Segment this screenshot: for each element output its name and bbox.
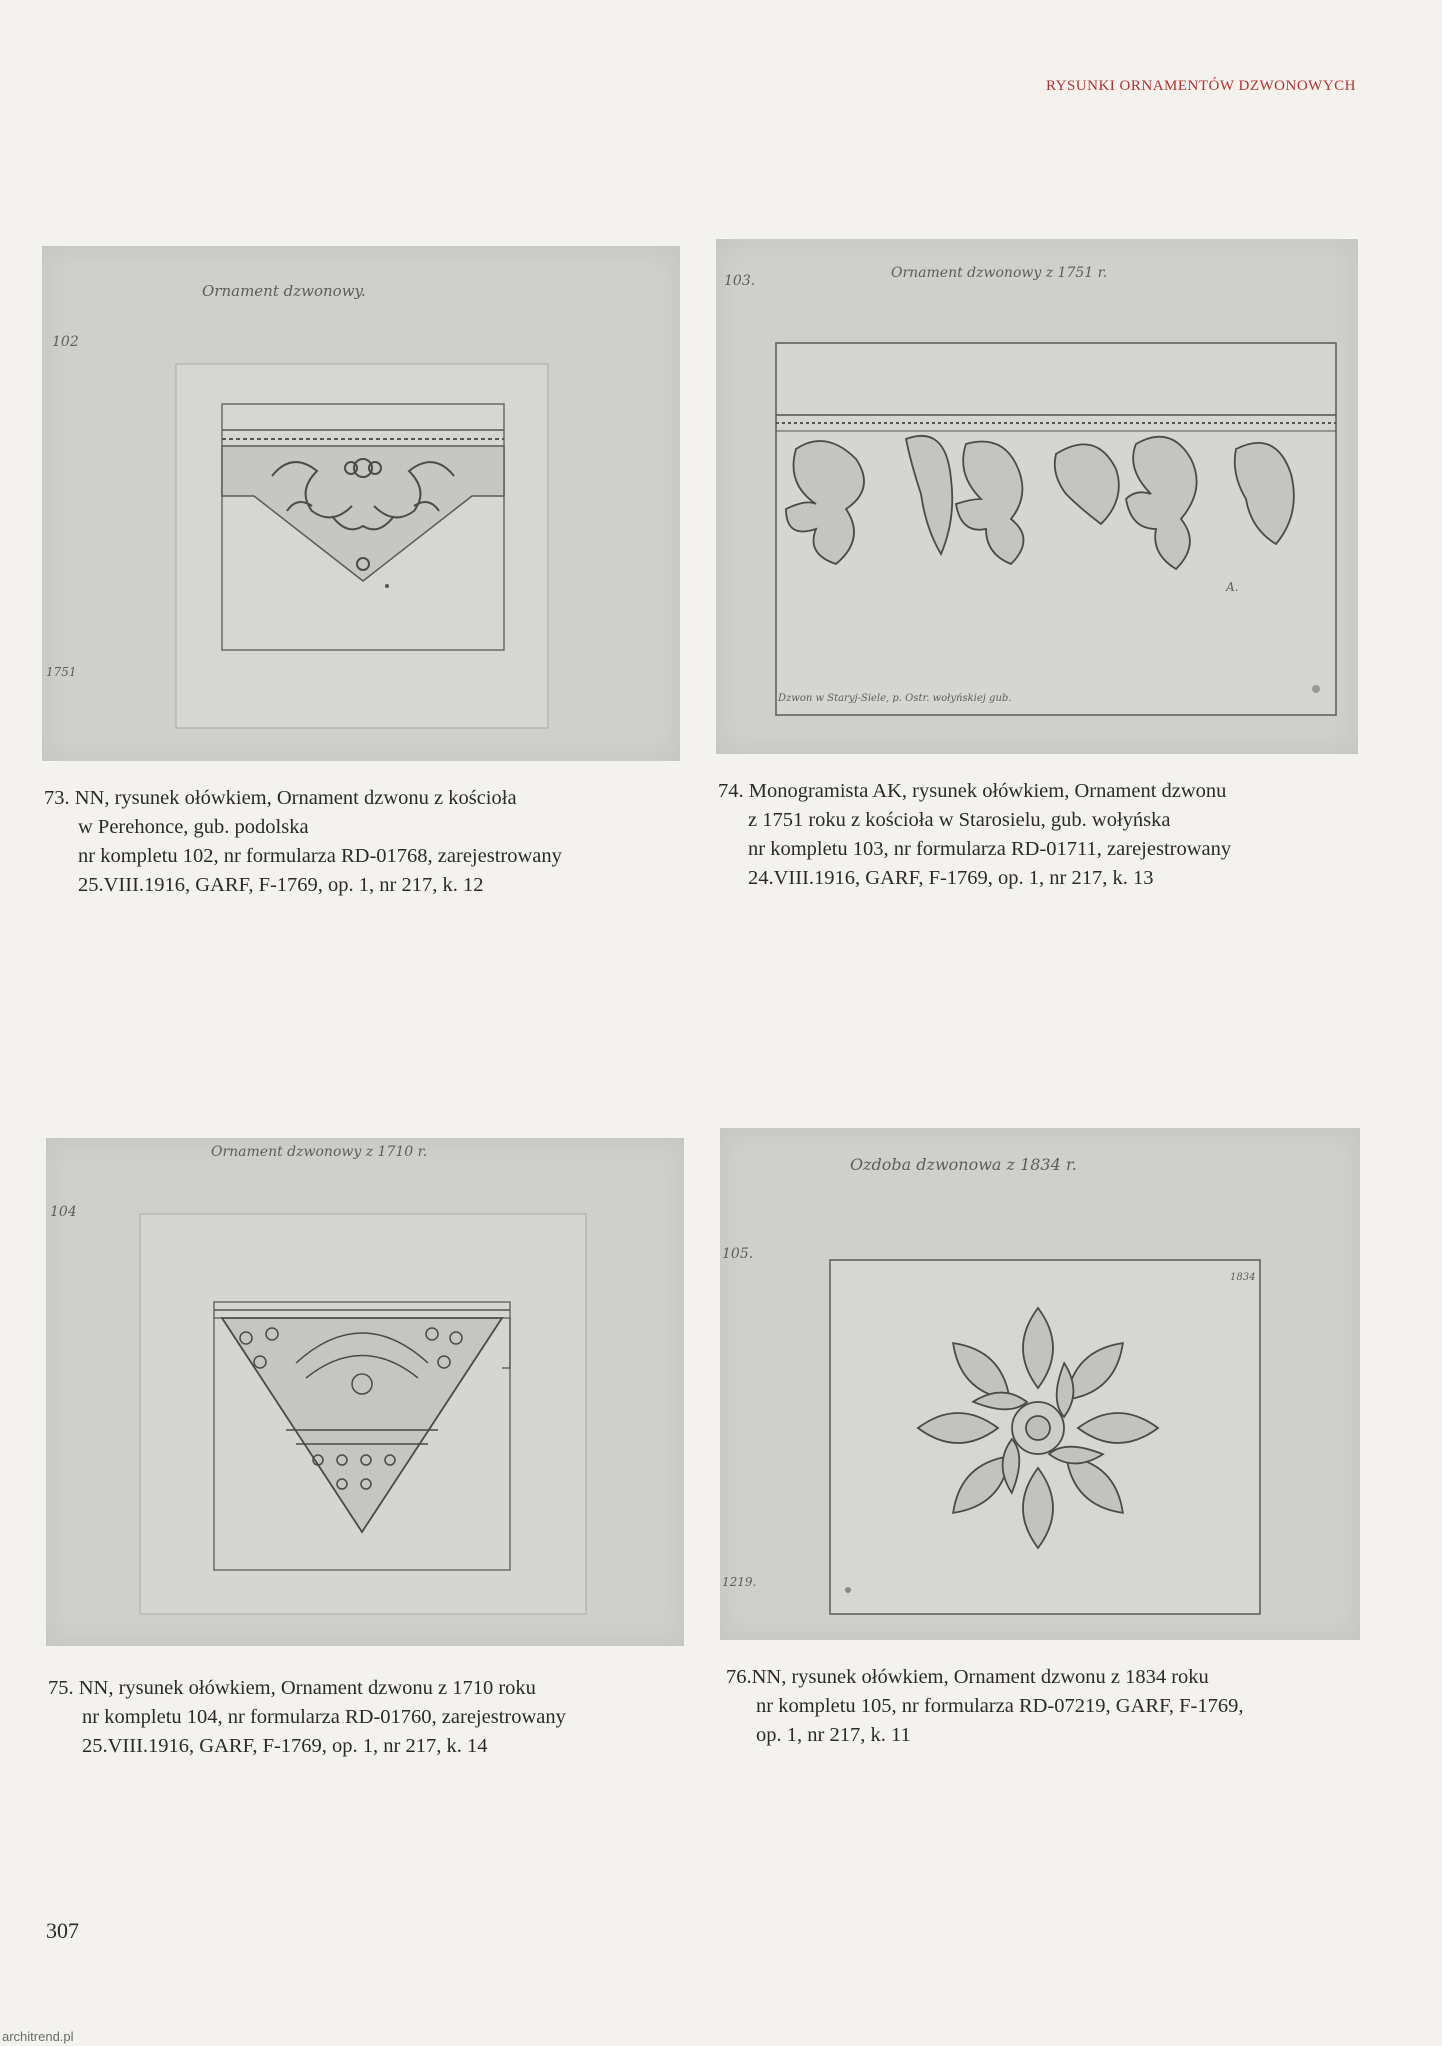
plate-76-number: 105. (722, 1246, 754, 1262)
caption-76-line-1: 76.NN, rysunek ołówkiem, Ornament dzwonu z 1834 roku (726, 1666, 1209, 1688)
plate-75-number: 104 (50, 1204, 77, 1220)
plate-75-heading: Ornament dzwonowy z 1710 r. (211, 1144, 428, 1160)
plate-73-drawing (42, 246, 680, 761)
plate-74-number: 103. (724, 273, 756, 289)
plate-75-svg (46, 1138, 684, 1646)
caption-74 (718, 777, 1231, 893)
caption-75-line-3: 25.VIII.1916, GARF, F-1769, op. 1, nr 217, k. 14 (82, 1735, 488, 1757)
caption-73-line-2: w Perehonce, gub. podolska (78, 816, 309, 838)
plate-76-drawing (720, 1128, 1360, 1640)
caption-74-line-2: z 1751 roku z kościoła w Starosielu, gub. wołyńska (748, 809, 1171, 831)
page-number: 307 (46, 1918, 79, 1943)
plate-76-corner-note: 1834 (1230, 1272, 1256, 1283)
plate-74-bottom-note: Dzwon w Staryj-Siele, p. Ostr. wołyńskiej gub. (778, 693, 1012, 704)
caption-73 (44, 784, 562, 900)
running-head: RYSUNKI ORNAMENTÓW DZWONOWYCH (1045, 78, 1356, 94)
caption-75-line-1: 75. NN, rysunek ołówkiem, Ornament dzwonu z 1710 roku (48, 1677, 536, 1699)
caption-76 (726, 1663, 1243, 1750)
plate-76-svg (720, 1128, 1360, 1640)
caption-74-line-1: 74. Monogramista AK, rysunek ołówkiem, Ornament dzwonu (718, 780, 1227, 802)
caption-75-line-2: nr kompletu 104, nr formularza RD-01760, zarejestrowany (82, 1706, 566, 1728)
caption-76-line-2: nr kompletu 105, nr formularza RD-07219, GARF, F-1769, (756, 1695, 1244, 1717)
plate-73-side-note: 1751 (46, 665, 77, 679)
plate-76-side-note: 1219. (722, 1575, 757, 1589)
caption-73-line-1: 73. NN, rysunek ołówkiem, Ornament dzwonu z kościoła (44, 787, 517, 809)
plate-74-heading: Ornament dzwonowy z 1751 r. (891, 265, 1108, 281)
caption-73-line-3: nr kompletu 102, nr formularza RD-01768, zarejestrowany (78, 845, 562, 867)
caption-74-line-4: 24.VIII.1916, GARF, F-1769, op. 1, nr 217, k. 13 (748, 867, 1154, 889)
plate-75-drawing (46, 1138, 684, 1646)
plate-74-signature: A. (1226, 580, 1239, 594)
plate-73-heading: Ornament dzwonowy. (202, 282, 366, 300)
plate-74-svg (716, 239, 1358, 754)
watermark: architrend.pl (2, 2029, 74, 2044)
plate-76-heading: Ozdoba dzwonowa z 1834 r. (850, 1155, 1077, 1174)
caption-75 (48, 1674, 566, 1761)
caption-74-line-3: nr kompletu 103, nr formularza RD-01711, zarejestrowany (748, 838, 1232, 860)
caption-73-line-4: 25.VIII.1916, GARF, F-1769, op. 1, nr 217, k. 12 (78, 874, 484, 896)
plate-74-drawing (716, 239, 1358, 754)
caption-76-line-3: op. 1, nr 217, k. 11 (756, 1724, 911, 1746)
plate-73-svg (42, 246, 680, 761)
plate-73-number: 102 (52, 334, 79, 350)
